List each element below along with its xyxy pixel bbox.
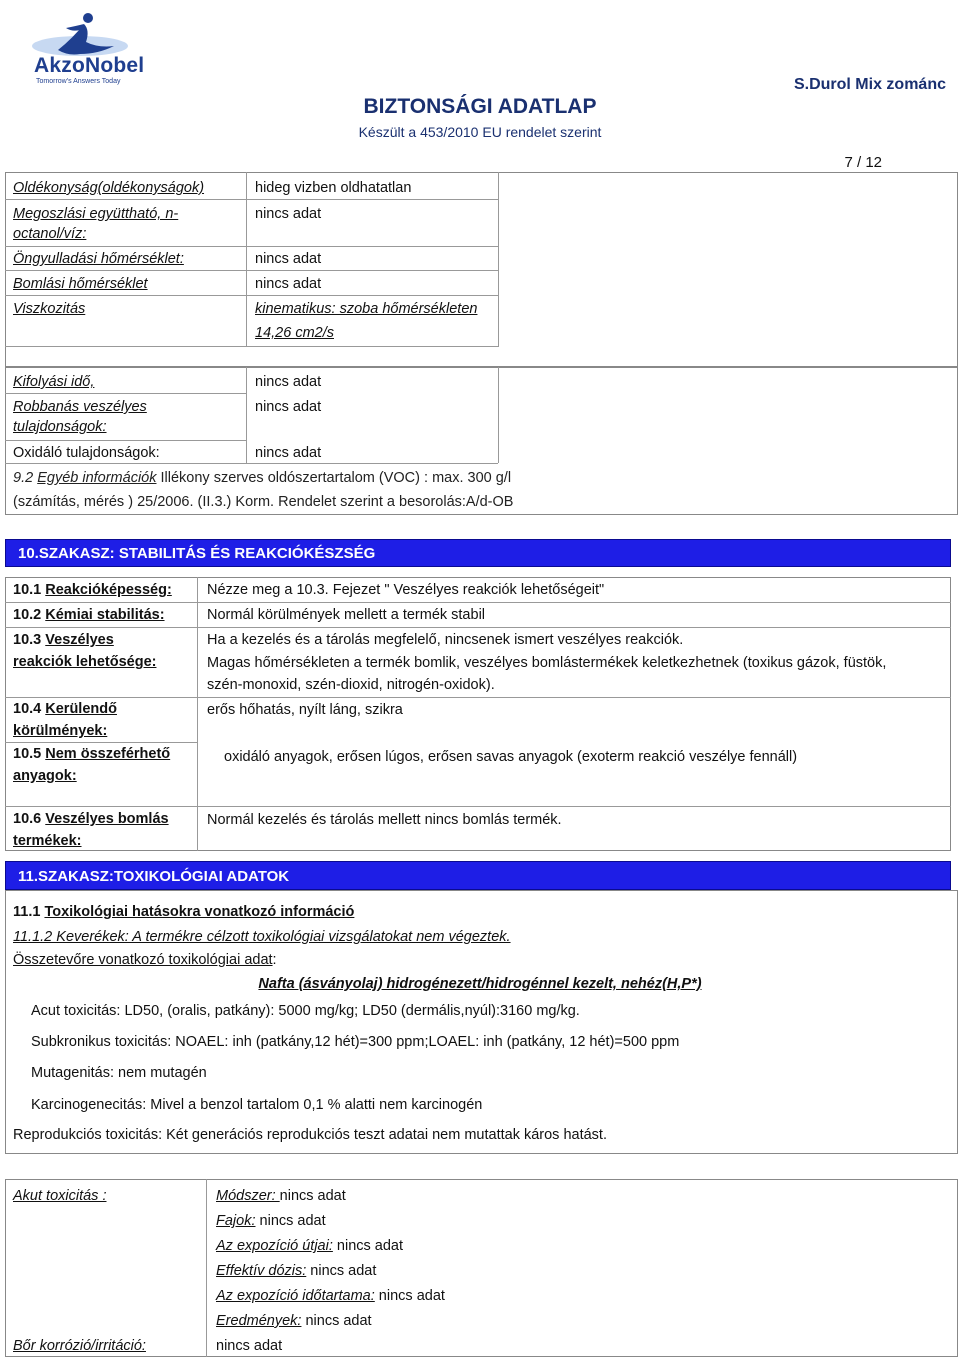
row-num: 10.3 (13, 632, 42, 648)
acute-item-value: nincs adat (255, 1213, 326, 1229)
carcinogenicity-line: Karcinogenecitás: Mivel a benzol tartalom 0,1 % alatti nem karcinogén (31, 1097, 483, 1113)
heading-num: 11.1 (13, 904, 41, 920)
stability-row-label (13, 811, 169, 827)
row-num: 10.4 (13, 701, 42, 717)
stability-row-value: Ha a kezelés és a tárolás megfelelő, nincsenek ismert veszélyes reakciók. (207, 632, 684, 648)
properties-table-bottom (5, 367, 958, 515)
stability-row-value: Normál kezelés és tárolás mellett nincs bomlás termék. (207, 812, 562, 828)
component-data-text: Összetevőre vonatkozó toxikológiai adat (13, 952, 273, 968)
section10-banner: 10.SZAKASZ: STABILITÁS ÉS REAKCIÓKÉSZSÉG (5, 539, 951, 567)
acute-toxicity-title: Akut toxicitás : (13, 1188, 107, 1204)
acute-item (216, 1213, 326, 1229)
acute-item-value: nincs adat (332, 1238, 404, 1254)
other-info-num: 9.2 (13, 470, 34, 486)
stability-row-label2: termékek: (13, 833, 82, 849)
hazardous-reactions-link[interactable]: Veszélyes (45, 632, 114, 648)
stability-row-value: Magas hőmérsékleten a termék bomlik, veszélyes bomlástermékek keletkezhetnek (toxikus gázok, füstök, (207, 655, 887, 671)
substance-name: Nafta (ásványolaj) hidrogénezett/hidrogénnel kezelt, nehéz(H,P*) (258, 976, 702, 992)
prop-label: tulajdonságok: (13, 419, 107, 435)
stability-row-value: erős hőhatás, nyílt láng, szikra (207, 702, 403, 718)
acute-item-label: Effektív dózis: (216, 1263, 307, 1279)
logo-tagline: Tomorrow's Answers Today (36, 78, 121, 85)
acute-item (216, 1288, 445, 1304)
skin-corrosion-value: nincs adat (216, 1338, 283, 1354)
chemical-stability-link[interactable]: Kémiai stabilitás: (45, 607, 165, 623)
stability-row-value: szén-monoxid, szén-dioxid, nitrogén-oxidok). (207, 677, 495, 693)
acute-item-label: Módszer: (216, 1188, 280, 1204)
document-title: BIZTONSÁGI ADATLAP (363, 95, 597, 118)
acute-item-label: Az expozíció útjai: (216, 1238, 333, 1254)
prop-value: kinematikus: szoba hőmérsékleten (255, 301, 478, 317)
stability-row-label (13, 607, 165, 623)
other-info-text2: (számítás, mérés ) 25/2006. (II.3.) Korm. Rendelet szerint a besorolás:A/d-OB (13, 494, 514, 510)
stability-row-label2: anyagok: (13, 768, 77, 784)
prop-label: Öngyulladási hőmérséklet: (13, 251, 184, 267)
page-number: 7 / 12 (844, 154, 882, 171)
decomposition-products-link[interactable]: Veszélyes bomlás (45, 811, 169, 827)
acute-item-label: Az expozíció időtartama: (216, 1288, 375, 1304)
prop-label: Bomlási hőmérséklet (13, 276, 148, 292)
other-info-text: Illékony szerves oldószertartalom (VOC) : max. 300 g/l (156, 470, 512, 486)
acute-item-value: nincs adat (374, 1288, 445, 1304)
stability-row-label2: reakciók lehetősége: (13, 654, 157, 670)
prop-value: nincs adat (255, 206, 322, 222)
subchronic-toxicity-line: Subkronikus toxicitás: NOAEL: inh (patkány,12 hét)=300 ppm;LOAEL: inh (patkány, 12 hét)=500 ppm (31, 1034, 680, 1050)
mixture-statement: 11.1.2 Keverékek: A termékre célzott toxikológiai vizsgálatokat nem végeztek. (13, 929, 511, 945)
prop-label: Oldékonyság(oldékonyságok) (13, 180, 205, 196)
stability-row-value: oxidáló anyagok, erősen lúgos, erősen savas anyagok (exoterm reakció veszélye fennáll) (224, 749, 798, 765)
stability-row-label (13, 701, 117, 717)
stability-row-value: Normál körülmények mellett a termék stabil (207, 607, 486, 623)
other-info-link[interactable]: Egyéb információk (37, 470, 157, 486)
prop-label: Megoszlási együttható, n- (13, 206, 179, 222)
prop-value: hideg vizben oldhatatlan (255, 180, 412, 196)
prop-label: Kifolyási idő, (13, 374, 95, 390)
reactivity-link[interactable]: Reakcióképesség: (45, 582, 172, 598)
prop-label: Robbanás veszélyes (13, 399, 147, 415)
prop-value: 14,26 cm2/s (255, 325, 334, 341)
mutagenicity-line: Mutagenitás: nem mutagén (31, 1065, 207, 1081)
section-11-1-heading (13, 904, 354, 920)
stability-row-label2: körülmények: (13, 723, 108, 739)
acute-item (216, 1313, 372, 1329)
row-num: 10.5 (13, 746, 42, 762)
document-subtitle: Készült a 453/2010 EU rendelet szerint (358, 124, 602, 140)
row-num: 10.6 (13, 811, 42, 827)
skin-corrosion-title: Bőr korrózió/irritáció: (13, 1338, 146, 1354)
other-info (13, 470, 511, 486)
logo-text: AkzoNobel (34, 54, 145, 77)
prop-label: Viszkozitás (13, 301, 86, 317)
component-data-label (13, 952, 277, 968)
row-num: 10.2 (13, 607, 42, 623)
prop-value: nincs adat (255, 374, 322, 390)
stability-row-label (13, 582, 172, 598)
stability-row-label (13, 746, 170, 762)
conditions-to-avoid-link[interactable]: Kerülendő (45, 701, 117, 717)
acute-item (216, 1238, 403, 1254)
acute-item-label: Fajok: (216, 1213, 256, 1229)
acute-item-value: nincs adat (306, 1263, 377, 1279)
prop-value: nincs adat (255, 276, 322, 292)
product-name: S.Durol Mix zománc (793, 76, 946, 93)
stability-row-label (13, 632, 114, 648)
acute-item-value: nincs adat (301, 1313, 372, 1329)
toxicological-info-link[interactable]: Toxikológiai hatásokra vonatkozó információ (44, 904, 355, 920)
prop-value: nincs adat (255, 251, 322, 267)
acute-toxicity-table (5, 1179, 958, 1357)
acute-item-value: nincs adat (279, 1188, 346, 1204)
row-num: 10.1 (13, 582, 42, 598)
prop-label: Oxidáló tulajdonságok: (13, 445, 160, 461)
acute-item (216, 1263, 376, 1279)
acute-toxicity-line: Acut toxicitás: LD50, (oralis, patkány): 5000 mg/kg; LD50 (dermális,nyúl):3160 mg/kg. (31, 1003, 580, 1019)
acute-item (216, 1188, 346, 1204)
colon: : (272, 952, 277, 968)
reproductive-toxicity-line: Reprodukciós toxicitás: Két generációs reprodukciós teszt adatai nem mutattak káros hatást. (13, 1127, 607, 1143)
acute-item-label: Eredmények: (216, 1313, 302, 1329)
stability-row-value: Nézze meg a 10.3. Fejezet " Veszélyes reakciók lehetőségeit" (207, 582, 605, 598)
prop-value: nincs adat (255, 399, 322, 415)
prop-value: nincs adat (255, 445, 322, 461)
incompatible-materials-link[interactable]: Nem összeférhető (45, 746, 171, 762)
prop-label: octanol/víz: (13, 226, 87, 242)
section11-banner: 11.SZAKASZ:TOXIKOLÓGIAI ADATOK (5, 861, 951, 890)
